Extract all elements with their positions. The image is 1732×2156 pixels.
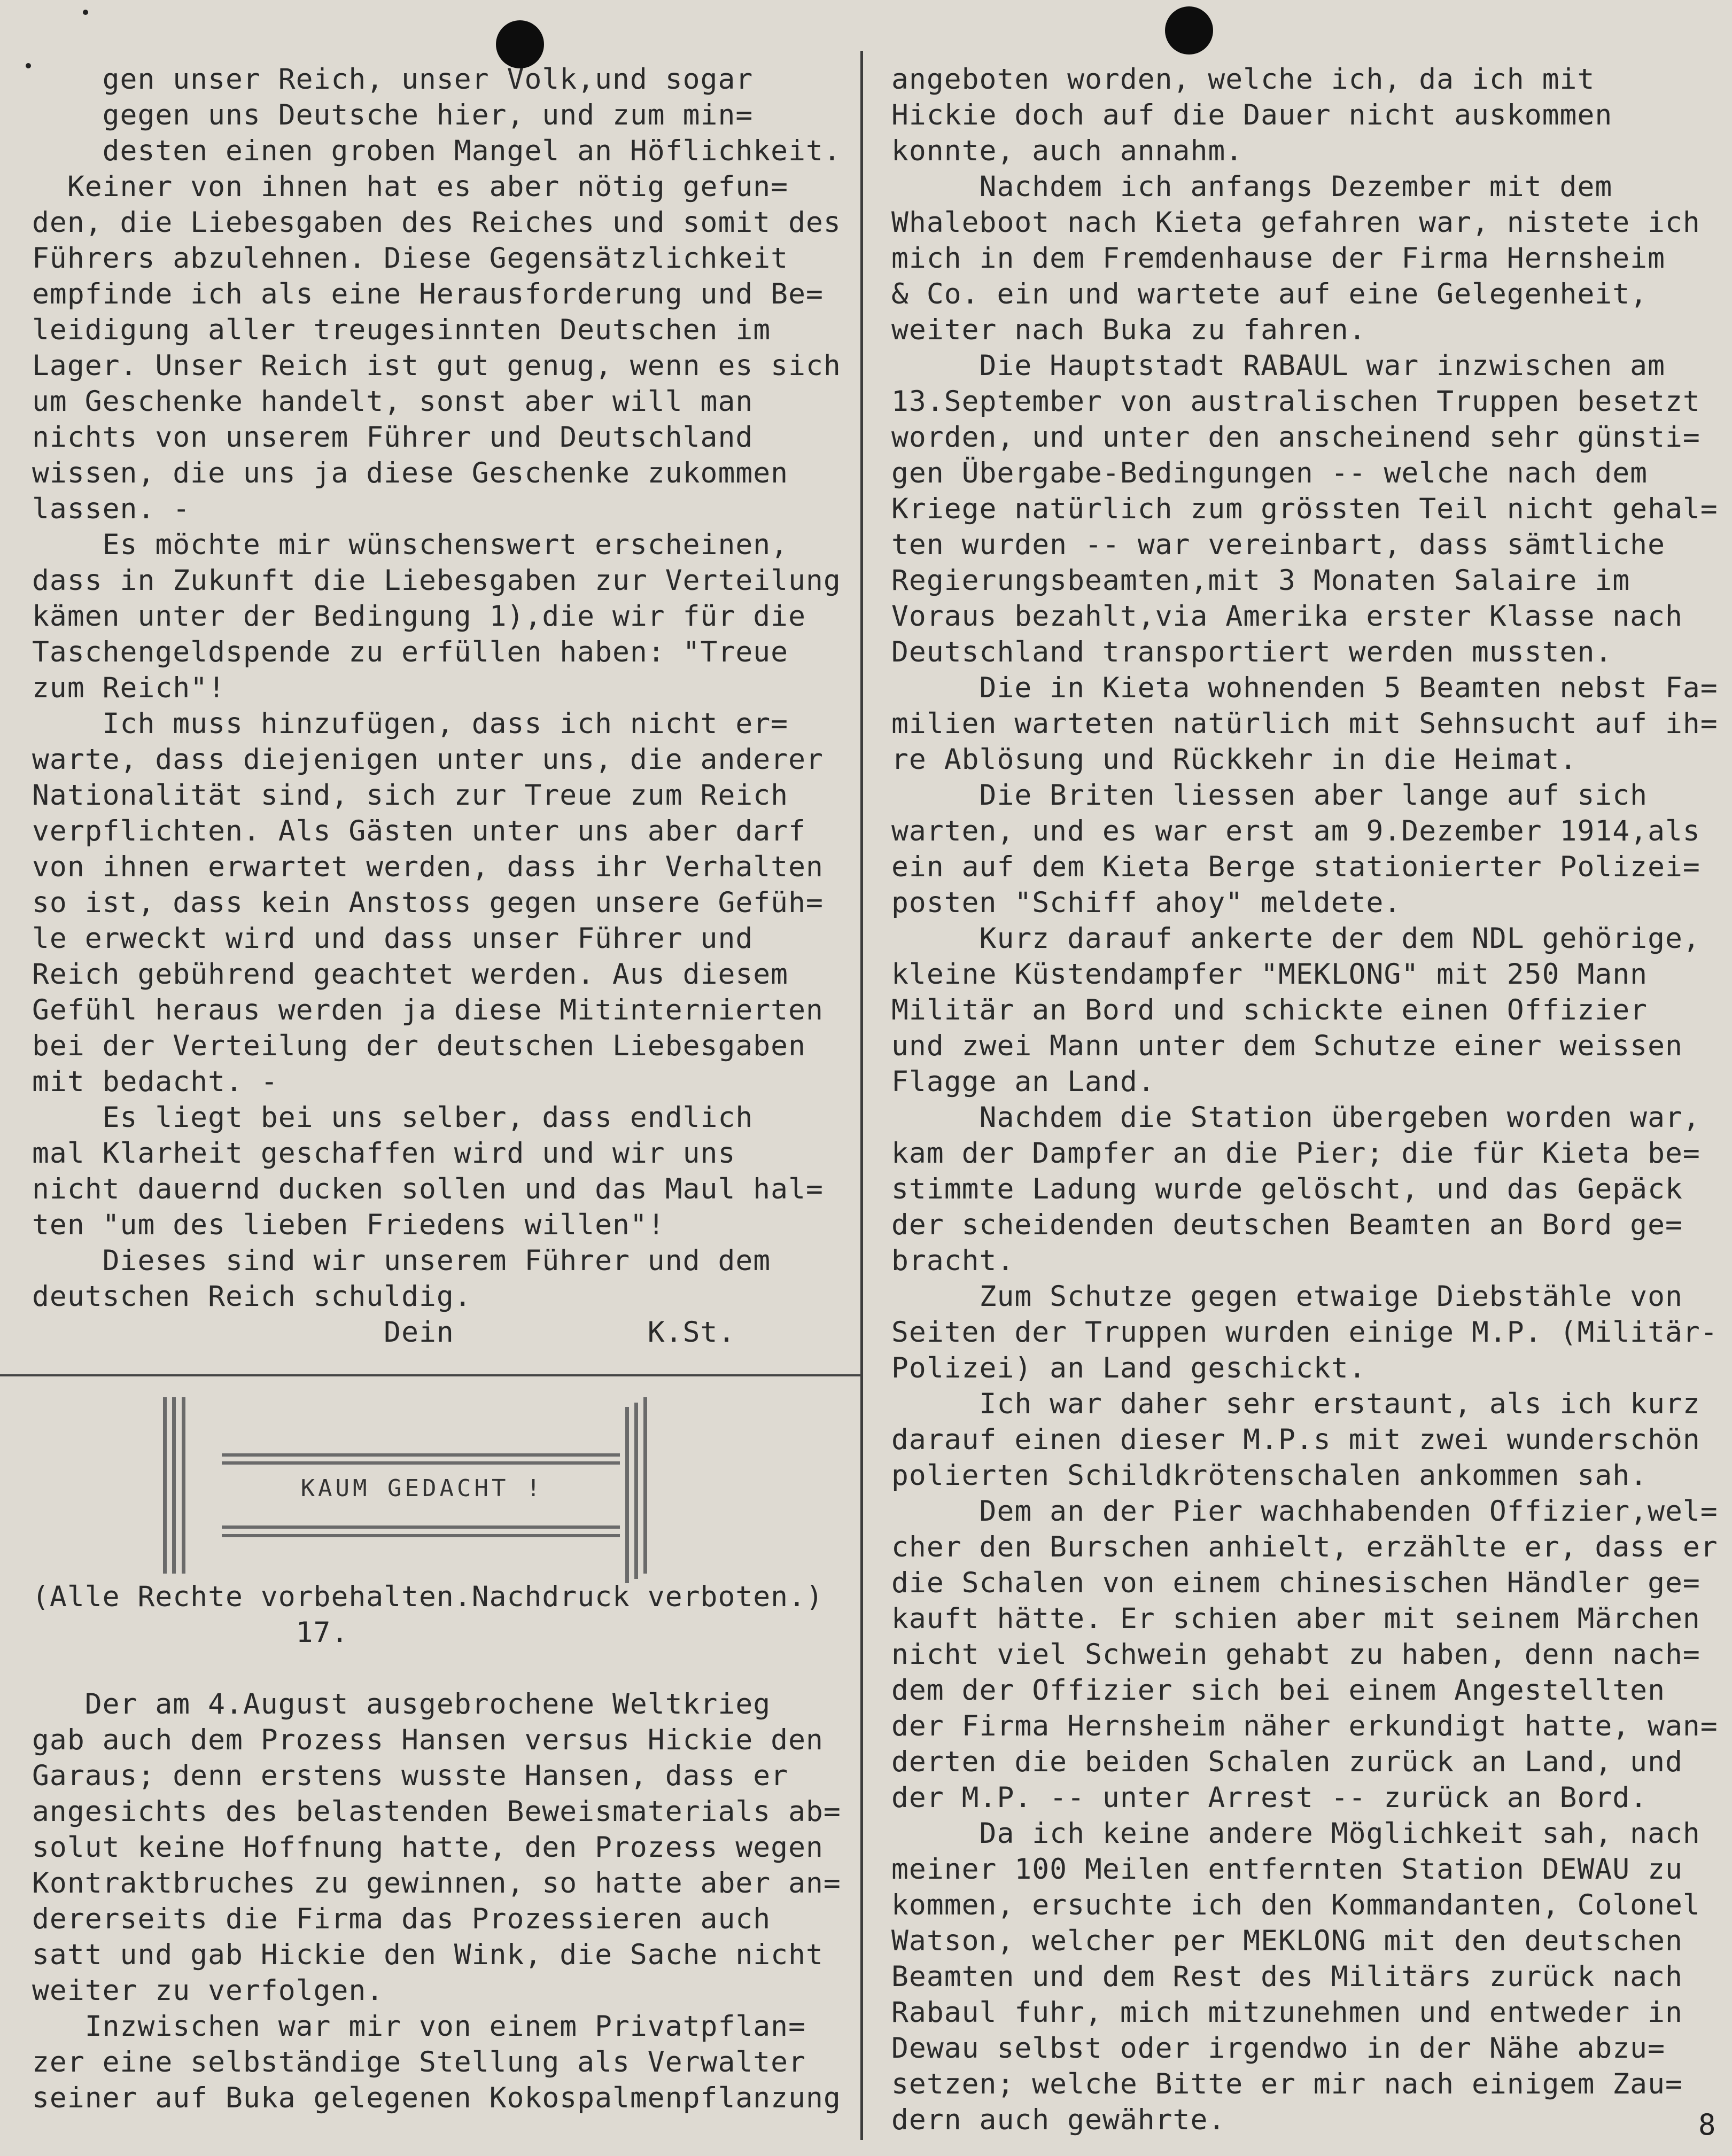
text-line: Keiner von ihnen hat es aber nötig gefun= bbox=[32, 170, 789, 203]
text-line: Inzwischen war mir von einem Privatpflan= bbox=[32, 2010, 806, 2043]
text-line: bracht. bbox=[891, 1244, 1015, 1277]
text-line: Dem an der Pier wachhabenden Offizier,wel= bbox=[891, 1495, 1718, 1528]
text-line: lassen. - bbox=[32, 493, 191, 525]
text-line: Watson, welcher per MEKLONG mit den deutschen bbox=[891, 1925, 1683, 1957]
text-line: Da ich keine andere Möglichkeit sah, nach bbox=[891, 1817, 1700, 1850]
text-line: bei der Verteilung der deutschen Liebesgaben bbox=[32, 1030, 806, 1062]
text-line: angesichts des belastenden Beweismaterials ab= bbox=[32, 1795, 841, 1828]
text-line: cher den Burschen anhielt, erzählte er, dass er bbox=[891, 1531, 1718, 1563]
text-line: gab auch dem Prozess Hansen versus Hickie den bbox=[32, 1724, 824, 1756]
text-line: kauft hätte. Er schien aber mit seinem Märchen bbox=[891, 1602, 1700, 1635]
text-line: um Geschenke handelt, sonst aber will man bbox=[32, 385, 754, 418]
text-line: kam der Dampfer an die Pier; die für Kieta be= bbox=[891, 1137, 1700, 1170]
text-line: warten, und es war erst am 9.Dezember 1914,als bbox=[891, 815, 1700, 847]
text-line: ein auf dem Kieta Berge stationierter Polizei= bbox=[891, 851, 1700, 883]
text-line: worden, und unter den anscheinend sehr günsti= bbox=[891, 421, 1700, 454]
text-line: Nachdem die Station übergeben worden war, bbox=[891, 1101, 1700, 1134]
text-line: empfinde ich als eine Herausforderung und Be= bbox=[32, 278, 824, 310]
text-line: Zum Schutze gegen etwaige Diebstähle von bbox=[891, 1280, 1683, 1313]
text-line: Dewau selbst oder irgendwo in der Nähe abzu= bbox=[891, 2032, 1665, 2065]
text-line: gen Übergabe-Bedingungen -- welche nach dem bbox=[891, 457, 1648, 489]
text-line: desten einen groben Mangel an Höflichkeit. bbox=[32, 135, 841, 167]
text-line: ten wurden -- war vereinbart, dass sämtliche bbox=[891, 528, 1665, 561]
text-line: Rabaul fuhr, mich mitzunehmen und entweder in bbox=[891, 1996, 1683, 2029]
text-line: mit bedacht. - bbox=[32, 1065, 278, 1098]
text-line: dererseits die Firma das Prozessieren auch bbox=[32, 1903, 771, 1935]
text-line: wissen, die uns ja diese Geschenke zukommen bbox=[32, 457, 789, 489]
text-line: setzen; welche Bitte er mir nach einigem Zau= bbox=[891, 2068, 1683, 2100]
text-line: (Alle Rechte vorbehalten.Nachdruck verboten.) bbox=[32, 1581, 824, 1613]
text-line: deutschen Reich schuldig. bbox=[32, 1280, 472, 1313]
text-line bbox=[32, 1651, 855, 1686]
text-line: & Co. ein und wartete auf eine Gelegenheit, bbox=[891, 278, 1648, 310]
text-line: und zwei Mann unter dem Schutze einer weissen bbox=[891, 1030, 1683, 1062]
text-line: satt und gab Hickie den Wink, die Sache nicht bbox=[32, 1939, 824, 1971]
text-line: den, die Liebesgaben des Reiches und somit des bbox=[32, 206, 841, 239]
text-line: der M.P. -- unter Arrest -- zurück an Bord. bbox=[891, 1781, 1648, 1814]
text-line: Dieses sind wir unserem Führer und dem bbox=[32, 1244, 771, 1277]
text-line: polierten Schildkrötenschalen ankommen sah. bbox=[891, 1459, 1648, 1492]
text-line: Seiten der Truppen wurden einige M.P. (Militär- bbox=[891, 1316, 1718, 1349]
text-line: der Firma Hernsheim näher erkundigt hatte, wan= bbox=[891, 1710, 1718, 1742]
text-line: Ich war daher sehr erstaunt, als ich kurz bbox=[891, 1388, 1700, 1420]
text-line: gegen uns Deutsche hier, und zum min= bbox=[32, 99, 754, 131]
text-line: le erweckt wird und dass unser Führer und bbox=[32, 922, 754, 955]
text-line: Es möchte mir wünschenswert erscheinen, bbox=[32, 528, 789, 561]
text-line: angeboten worden, welche ich, da ich mit bbox=[891, 63, 1595, 96]
text-line: von ihnen erwartet werden, dass ihr Verhalten bbox=[32, 851, 824, 883]
text-line: nicht viel Schwein gehabt zu haben, denn nach= bbox=[891, 1638, 1700, 1671]
text-line: zum Reich"! bbox=[32, 672, 226, 704]
text-line: seiner auf Buka gelegenen Kokospalmenpflanzung bbox=[32, 2082, 841, 2114]
text-line: Whaleboot nach Kieta gefahren war, nistete ich bbox=[891, 206, 1700, 239]
text-line: leidigung aller treugesinnten Deutschen im bbox=[32, 314, 771, 346]
text-line: Hickie doch auf die Dauer nicht auskommen bbox=[891, 99, 1613, 131]
text-line: weiter nach Buka zu fahren. bbox=[891, 314, 1366, 346]
text-line: Voraus bezahlt,via Amerika erster Klasse nach bbox=[891, 600, 1683, 633]
text-line: der scheidenden deutschen Beamten an Bord ge= bbox=[891, 1209, 1683, 1241]
page-number: 8 bbox=[1698, 2108, 1716, 2142]
text-line: Es liegt bei uns selber, dass endlich bbox=[32, 1101, 754, 1134]
text-line: ten "um des lieben Friedens willen"! bbox=[32, 1209, 665, 1241]
text-line: kommen, ersuchte ich den Kommandanten, Colonel bbox=[891, 1889, 1700, 1921]
text-line: Nachdem ich anfangs Dezember mit dem bbox=[891, 170, 1613, 203]
box-title: KAUM GEDACHT ! bbox=[300, 1475, 544, 1502]
text-line: Garaus; denn erstens wusste Hansen, dass er bbox=[32, 1760, 789, 1792]
text-line: meiner 100 Meilen entfernten Station DEWAU zu bbox=[891, 1853, 1683, 1886]
text-line: 17. bbox=[32, 1616, 349, 1649]
text-line: mich in dem Fremdenhause der Firma Hernsheim bbox=[891, 242, 1665, 275]
text-line: re Ablösung und Rückkehr in die Heimat. bbox=[891, 743, 1578, 776]
text-line: nichts von unserem Führer und Deutschland bbox=[32, 421, 754, 454]
text-line: derten die beiden Schalen zurück an Land, und bbox=[891, 1746, 1683, 1778]
text-line: milien warteten natürlich mit Sehnsucht auf ih= bbox=[891, 707, 1718, 740]
text-line: Der am 4.August ausgebrochene Weltkrieg bbox=[32, 1688, 771, 1721]
text-line: Dein K.St. bbox=[32, 1316, 736, 1349]
text-line: dem der Offizier sich bei einem Angestellten bbox=[891, 1674, 1665, 1707]
text-line: Polizei) an Land geschickt. bbox=[891, 1352, 1366, 1384]
text-line: 13.September von australischen Truppen besetzt bbox=[891, 385, 1700, 418]
section-divider bbox=[0, 1374, 861, 1376]
text-line: verpflichten. Als Gästen unter uns aber darf bbox=[32, 815, 806, 847]
text-line: Flagge an Land. bbox=[891, 1065, 1155, 1098]
text-line: Taschengeldspende zu erfüllen haben: "Treue bbox=[32, 636, 789, 668]
text-line: Regierungsbeamten,mit 3 Monaten Salaire im bbox=[891, 564, 1630, 597]
text-line: Die Hauptstadt RABAUL war inzwischen am bbox=[891, 349, 1665, 382]
text-line: darauf einen dieser M.P.s mit zwei wunderschön bbox=[891, 1423, 1700, 1456]
text-line: Die Briten liessen aber lange auf sich bbox=[891, 779, 1648, 812]
text-line: weiter zu verfolgen. bbox=[32, 1974, 384, 2007]
text-line: Kurz darauf ankerte der dem NDL gehörige, bbox=[891, 922, 1700, 955]
text-line: die Schalen von einem chinesischen Händler ge= bbox=[891, 1567, 1700, 1599]
text-line: mal Klarheit geschaffen wird und wir uns bbox=[32, 1137, 736, 1170]
text-line: nicht dauernd ducken sollen und das Maul hal= bbox=[32, 1173, 824, 1205]
left-bottom-text bbox=[32, 1579, 855, 2116]
text-line: solut keine Hoffnung hatte, den Prozess wegen bbox=[32, 1831, 824, 1864]
text-line: Militär an Bord und schickte einen Offizier bbox=[891, 994, 1648, 1026]
text-line: Führers abzulehnen. Diese Gegensätzlichkeit bbox=[32, 242, 789, 275]
column-divider bbox=[860, 51, 863, 2140]
text-line: Lager. Unser Reich ist gut genug, wenn es sich bbox=[32, 349, 841, 382]
text-line: Gefühl heraus werden ja diese Mitinternierten bbox=[32, 994, 824, 1026]
text-line: konnte, auch annahm. bbox=[891, 135, 1244, 167]
text-line: Nationalität sind, sich zur Treue zum Reich bbox=[32, 779, 789, 812]
ink-speck bbox=[83, 10, 88, 15]
text-line: kleine Küstendampfer "MEKLONG" mit 250 Mann bbox=[891, 958, 1648, 991]
left-column-text bbox=[32, 61, 855, 1350]
text-line: Reich gebührend geachtet werden. Aus diesem bbox=[32, 958, 789, 991]
text-line: gen unser Reich, unser Volk,und sogar bbox=[32, 63, 754, 96]
text-line: Kriege natürlich zum grössten Teil nicht gehal= bbox=[891, 493, 1718, 525]
kaum-gedacht-box bbox=[160, 1397, 684, 1579]
right-column-text bbox=[891, 61, 1717, 2138]
text-line: dern auch gewährte. bbox=[891, 2104, 1226, 2136]
text-line: so ist, dass kein Anstoss gegen unsere Gefüh= bbox=[32, 886, 824, 919]
text-line: kämen unter der Bedingung 1),die wir für die bbox=[32, 600, 806, 633]
ink-speck bbox=[26, 63, 31, 68]
text-line: Die in Kieta wohnenden 5 Beamten nebst Fa= bbox=[891, 672, 1718, 704]
text-line: Deutschland transportiert werden mussten. bbox=[891, 636, 1613, 668]
text-line: zer eine selbständige Stellung als Verwalter bbox=[32, 2046, 806, 2079]
text-line: Ich muss hinzufügen, dass ich nicht er= bbox=[32, 707, 789, 740]
punch-hole-right bbox=[1165, 6, 1213, 55]
text-line: posten "Schiff ahoy" meldete. bbox=[891, 886, 1402, 919]
text-line: stimmte Ladung wurde gelöscht, und das Gepäck bbox=[891, 1173, 1683, 1205]
text-line: dass in Zukunft die Liebesgaben zur Verteilung bbox=[32, 564, 841, 597]
text-line: Beamten und dem Rest des Militärs zurück nach bbox=[891, 1960, 1683, 1993]
text-line: Kontraktbruches zu gewinnen, so hatte aber an= bbox=[32, 1867, 841, 1900]
text-line: warte, dass diejenigen unter uns, die anderer bbox=[32, 743, 824, 776]
